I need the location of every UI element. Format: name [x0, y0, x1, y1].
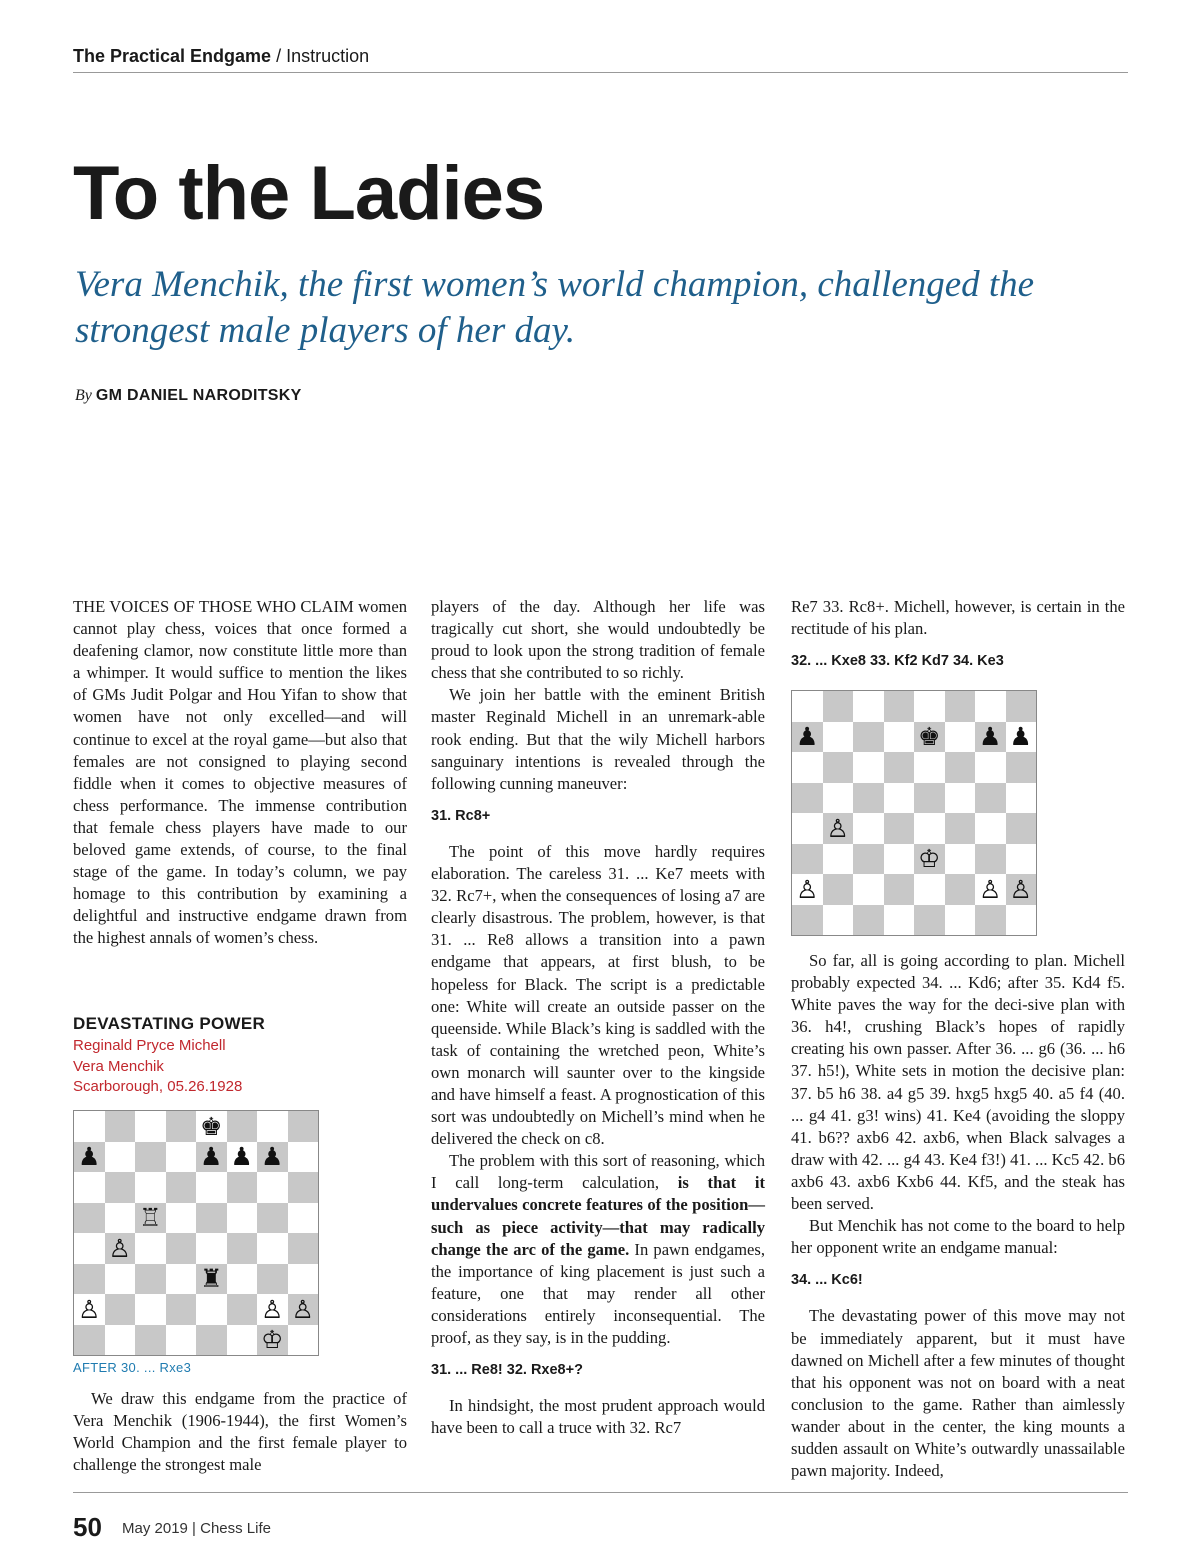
board-square: [914, 722, 945, 753]
board-square: [257, 1264, 288, 1295]
byline-by: By: [75, 387, 92, 404]
board-square: [227, 1172, 258, 1203]
white-pawn-icon: ♙: [291, 1294, 314, 1324]
board-square: [196, 1111, 227, 1142]
board-square: [1006, 752, 1037, 783]
black-pawn-icon: ♟: [261, 1142, 284, 1172]
board-square: [105, 1111, 136, 1142]
board-square: [914, 874, 945, 905]
board-square: [1006, 722, 1037, 753]
board-square: [853, 691, 884, 722]
board-square: [257, 1325, 288, 1356]
col3-paragraph-2: So far, all is going according to plan. Michell probably expected 34. ... Kd6; after 35. Kd4 f5. White paves the way for the deci-sive plan with 36. h4!, crushing Black’s hopes of rapidly creating his own passer. After 36. ... g6 (36. ... h6 37. h5!), White sets in motion the decisive plan: 37. b5 h6 38. a4 g5 39. hxg5 hxg5 40. a5 f4 (40. ... g4 41. g3! wins) 41. Ke4 (avoiding the sloppy 41. b6?? axb6 42. axb6, when Black salvages a draw with 42. ... g4 43. Ke4 f3!) 41. ... Kc5 42. b6 axb6 43. axb6 Kxb6 44. Kf5, and the steak has been served.: [791, 951, 1125, 1214]
col2-paragraph-3: The point of this move hardly requires elaboration. The careless 31. ... Ke7 meets with 32. Rc7+, when the consequences of losing a7 are clearly disastrous. The problem, however, is that 31. ... Re8 allows a transition into a pawn endgame that appears, at first blush, to be hopeless for Black. The script is a predictable one: White will create an outside passer on the queenside. While Black’s king is saddled with the task of containing the wretched peon, White’s own monarch will saunter over to the kingside and have himself a feast. A prognostication of this sort was undoubtedly on Michell’s mind when he delivered the check on c8.: [431, 841, 765, 1149]
board-square: [975, 874, 1006, 905]
board-square: [196, 1172, 227, 1203]
header-section: The Practical Endgame: [73, 46, 272, 66]
chess-diagram-1: [73, 1110, 319, 1356]
board-square: [105, 1233, 136, 1264]
board-square: [105, 1203, 136, 1234]
board-square: [288, 1264, 319, 1295]
board-square: [1006, 813, 1037, 844]
board-square: [975, 752, 1006, 783]
col2-paragraph-4: [431, 1150, 765, 1349]
board-square: [257, 1111, 288, 1142]
white-pawn-icon: ♙: [1009, 874, 1032, 904]
board-square: [257, 1294, 288, 1325]
board-square: [945, 813, 976, 844]
board-square: [975, 722, 1006, 753]
board-square: [227, 1111, 258, 1142]
board-square: [823, 905, 854, 936]
board-square: [975, 691, 1006, 722]
board-square: [288, 1203, 319, 1234]
game-place-date: Scarborough, 05.26.1928: [73, 1078, 243, 1095]
board-square: [792, 691, 823, 722]
board-square: [945, 752, 976, 783]
board-square: [257, 1233, 288, 1264]
board-square: [105, 1142, 136, 1173]
black-pawn-icon: ♟: [200, 1142, 223, 1172]
column-1-bottom: [73, 1388, 407, 1476]
board-square: [74, 1203, 105, 1234]
board-square: [914, 844, 945, 875]
board-square: [884, 905, 915, 936]
white-rook-icon: ♖: [139, 1203, 162, 1233]
board-square: [884, 722, 915, 753]
board-square: [975, 813, 1006, 844]
board-square: [135, 1111, 166, 1142]
board-square: [135, 1142, 166, 1173]
board-square: [975, 783, 1006, 814]
col2-p4-bold: is that it undervalues concrete features of the position—such as piece activity—that may radically change the arc of the game.: [431, 1173, 765, 1259]
col2-paragraph-2: We join her battle with the eminent British master Reginald Michell in an unremark-able rook ending. But that the wily Michell harbors sanguinary intentions is revealed through the following cunning maneuver:: [431, 685, 765, 793]
board-square: [1006, 874, 1037, 905]
board-square: [823, 722, 854, 753]
board-square: [196, 1264, 227, 1295]
white-pawn-icon: ♙: [796, 874, 819, 904]
board-square: [166, 1111, 197, 1142]
black-pawn-icon: ♟: [979, 722, 1002, 752]
board-square: [792, 905, 823, 936]
board-square: [196, 1203, 227, 1234]
board-square: [257, 1203, 288, 1234]
board-square: [135, 1203, 166, 1234]
board-square: [792, 813, 823, 844]
board-square: [288, 1111, 319, 1142]
board-square: [105, 1264, 136, 1295]
black-rook-icon: ♜: [200, 1264, 223, 1294]
black-pawn-icon: ♟: [1009, 722, 1032, 752]
board-square: [105, 1325, 136, 1356]
col2-move-1: 31. Rc8+: [431, 807, 491, 824]
board-square: [945, 844, 976, 875]
board-square: [288, 1325, 319, 1356]
col1-paragraph-1: THE VOICES OF THOSE WHO CLAIM women cannot play chess, voices that once formed a deafening clamor, now constitute little more than a whimper. It would suffice to mention the likes of GMs Judit Polgar and Hou Yifan to show that women have not only excelled—and will continue to excel at the royal game—but also that females are not consigned to playing second fiddle when it comes to objective measures of chess performance. The immense contribution that female chess players have made to our beloved game extends, of course, to the final stage of the game. In today’s column, we pay homage to this contribution by examining a delightful and instructive endgame drawn from the highest annals of women’s chess.: [73, 597, 407, 948]
board-square: [853, 813, 884, 844]
board-square: [196, 1294, 227, 1325]
column-3-lower: [791, 950, 1125, 1482]
board-square: [884, 752, 915, 783]
board-square: [135, 1264, 166, 1295]
col2-p4-start: The problem with this sort of reasoning, which I call long-term calculation,: [431, 1151, 765, 1193]
board-square: [166, 1203, 197, 1234]
board-square: [853, 905, 884, 936]
col3-paragraph-1: Re7 33. Rc8+. Michell, however, is certain in the rectitude of his plan.: [791, 597, 1125, 639]
white-pawn-icon: ♙: [261, 1294, 284, 1324]
board-square: [884, 691, 915, 722]
game-info: [73, 1036, 242, 1098]
game-black-player: Vera Menchik: [73, 1057, 164, 1075]
white-king-icon: ♔: [918, 844, 941, 874]
col2-p4-end: In pawn endgames, the importance of king placement is just such a feature, one that may render all other considerations entirely inconsequential. The proof, as they say, is in the pudding.: [431, 1239, 765, 1347]
board-square: [884, 783, 915, 814]
white-king-icon: ♔: [261, 1325, 284, 1355]
board-square: [853, 874, 884, 905]
board-square: [196, 1233, 227, 1264]
board-square: [288, 1233, 319, 1264]
black-king-icon: ♚: [918, 722, 941, 752]
board-square: [884, 813, 915, 844]
black-pawn-icon: ♟: [230, 1142, 253, 1172]
col2-paragraph-5: In hindsight, the most prudent approach would have been to call a truce with 32. Rc7: [431, 1396, 765, 1438]
page-number: 50: [73, 1512, 102, 1542]
board-square: [823, 691, 854, 722]
column-1: [73, 596, 407, 950]
board-square: [853, 722, 884, 753]
board-square: [792, 783, 823, 814]
board-square: [227, 1203, 258, 1234]
board-square: [914, 813, 945, 844]
board-square: [105, 1172, 136, 1203]
board-square: [945, 783, 976, 814]
board-square: [945, 691, 976, 722]
board-square: [166, 1172, 197, 1203]
board-square: [853, 752, 884, 783]
board-square: [823, 844, 854, 875]
board-square: [914, 691, 945, 722]
board-square: [975, 905, 1006, 936]
board-square: [792, 752, 823, 783]
col2-move-2: 31. ... Re8! 32. Rxe8+?: [431, 1362, 583, 1379]
board-square: [823, 813, 854, 844]
board-square: [227, 1264, 258, 1295]
board-square: [975, 844, 1006, 875]
board-square: [74, 1264, 105, 1295]
board-square: [257, 1142, 288, 1173]
col2-paragraph-1: players of the day. Although her life was tragically cut short, she would undoubtedly be proud to look upon the strong tradition of female chess that she contributed to so richly.: [431, 597, 765, 683]
board-square: [884, 844, 915, 875]
board-square: [288, 1142, 319, 1173]
white-pawn-icon: ♙: [979, 874, 1002, 904]
game-heading: DEVASTATING POWER: [73, 1014, 266, 1033]
board-square: [74, 1233, 105, 1264]
board-square: [74, 1294, 105, 1325]
col1-paragraph-2: We draw this endgame from the practice of Vera Menchik (1906-1944), the first Women’s World Champion and the first female player to challenge the strongest male: [73, 1389, 407, 1475]
board-square: [914, 905, 945, 936]
column-3: [791, 596, 1125, 686]
board-square: [74, 1325, 105, 1356]
byline-author: GM DANIEL NARODITSKY: [95, 387, 302, 404]
board-square: [135, 1172, 166, 1203]
board-square: [135, 1325, 166, 1356]
column-2: [431, 596, 765, 1439]
board-square: [792, 722, 823, 753]
board-square: [166, 1233, 197, 1264]
board-square: [196, 1325, 227, 1356]
black-pawn-icon: ♟: [796, 722, 819, 752]
board-square: [227, 1294, 258, 1325]
board-square: [823, 783, 854, 814]
board-square: [792, 844, 823, 875]
board-square: [166, 1264, 197, 1295]
running-header: [73, 46, 1128, 73]
board-square: [1006, 844, 1037, 875]
col3-move-1: 32. ... Kxe8 33. Kf2 Kd7 34. Ke3: [791, 653, 1004, 670]
board-square: [914, 783, 945, 814]
board-square: [166, 1325, 197, 1356]
footer-issue: May 2019 | Chess Life: [122, 1520, 271, 1537]
board-square: [227, 1142, 258, 1173]
board-square: [166, 1142, 197, 1173]
board-square: [135, 1294, 166, 1325]
board-square: [135, 1233, 166, 1264]
board-square: [853, 844, 884, 875]
board-square: [74, 1111, 105, 1142]
board-square: [227, 1325, 258, 1356]
footer-rule: [73, 1492, 1128, 1493]
board-square: [945, 874, 976, 905]
white-pawn-icon: ♙: [826, 813, 849, 843]
article-title: To the Ladies: [73, 151, 545, 236]
header-separator: /: [271, 46, 287, 66]
board-square: [945, 722, 976, 753]
board-square: [823, 752, 854, 783]
board-square: [823, 874, 854, 905]
board-square: [945, 905, 976, 936]
chess-diagram-2: [791, 690, 1037, 936]
board-square: [74, 1142, 105, 1173]
board-square: [288, 1172, 319, 1203]
board-square: [288, 1294, 319, 1325]
board-square: [227, 1233, 258, 1264]
board-square: [196, 1142, 227, 1173]
col3-paragraph-4: The devastating power of this move may not be immediately apparent, but it must have dawned on Michell after a few minutes of thought that his opponent was not on board with a neat conclusion to the game. Rather than aimlessly wander about in the center, the king mounts a sudden assault on White’s outwardly unassailable pawn majority. Indeed,: [791, 1306, 1125, 1481]
board-square: [1006, 783, 1037, 814]
board-square: [853, 783, 884, 814]
board-square: [74, 1172, 105, 1203]
board-square: [257, 1172, 288, 1203]
board-square: [105, 1294, 136, 1325]
board-square: [166, 1294, 197, 1325]
board-square: [792, 874, 823, 905]
white-pawn-icon: ♙: [108, 1233, 131, 1263]
board-square: [914, 752, 945, 783]
col3-move-2: 34. ... Kc6!: [791, 1272, 863, 1289]
black-king-icon: ♚: [200, 1111, 223, 1141]
game-white-player: Reginald Pryce Michell: [73, 1037, 226, 1054]
header-subsection: Instruction: [286, 46, 370, 66]
board-square: [884, 874, 915, 905]
byline: [75, 387, 302, 405]
article-deck: Vera Menchik, the first women’s world champion, challenged the strongest male players of her day.: [75, 264, 1035, 351]
black-pawn-icon: ♟: [78, 1142, 101, 1172]
board-square: [1006, 905, 1037, 936]
board-square: [1006, 691, 1037, 722]
col3-paragraph-3: But Menchik has not come to the board to help her opponent write an endgame manual:: [791, 1216, 1125, 1258]
diagram-1-caption: AFTER 30. ... Rxe3: [73, 1360, 192, 1375]
white-pawn-icon: ♙: [78, 1294, 101, 1324]
